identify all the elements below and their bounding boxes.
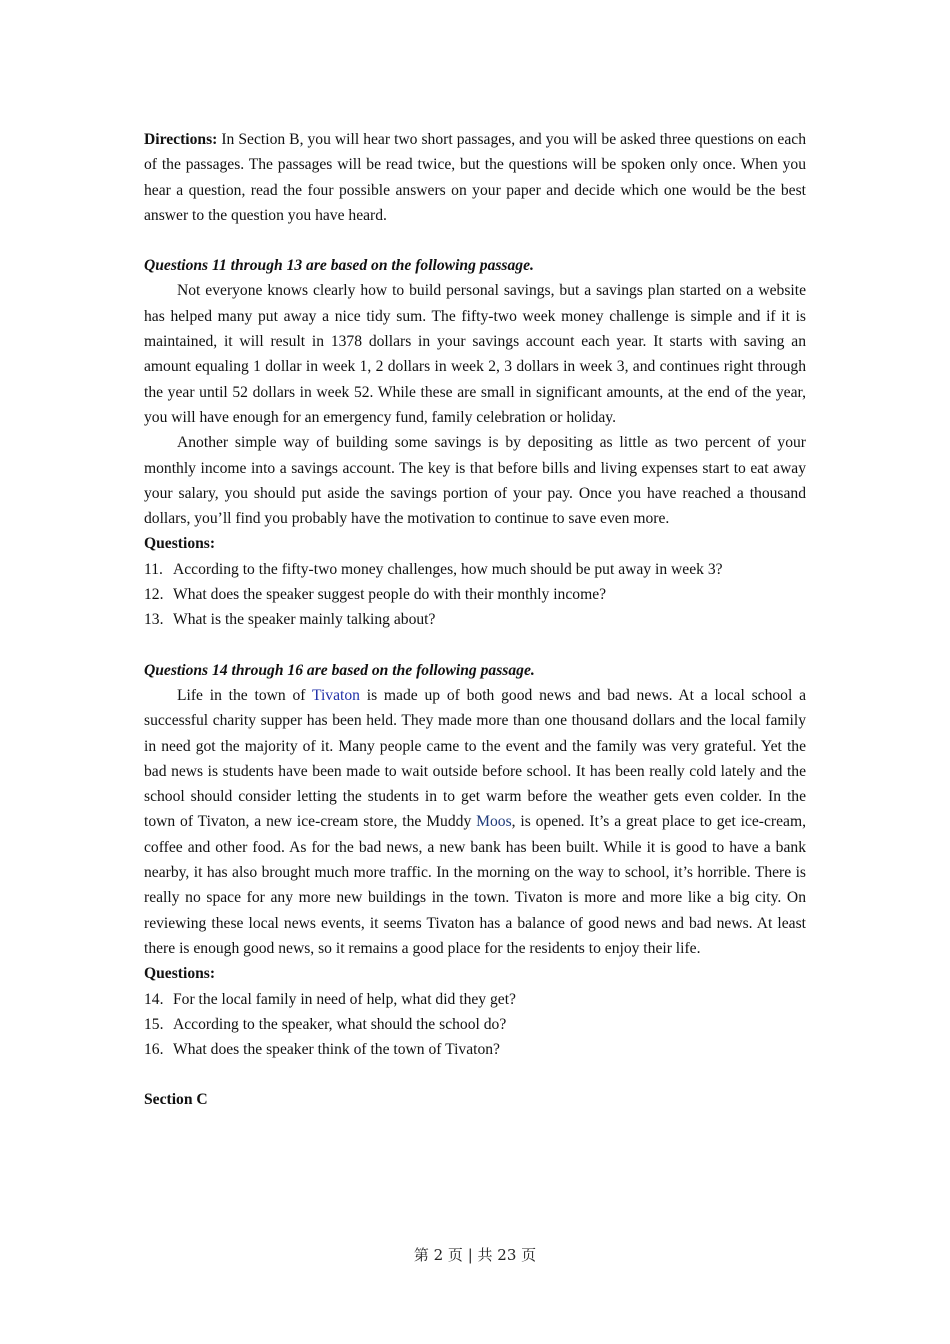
passage1-heading: Questions 11 through 13 are based on the following passage. bbox=[144, 257, 534, 275]
passage2-text-c: , is opened. It’s a great place to get ice-cream, coffee and other food. As for the bad news, a new bank has been built. While it is good to have a bank nearby, it has also brought much more traffic. In the morning on the way to school, it’s horrible. There is really no space for any more new buildings in the town. Tivaton is more and more like a big city. On reviewing these local news events, it seems Tivaton has a balance of good news and bad news. At least there is enough good news, so it remains a good place for the residents to enjoy their life. bbox=[144, 813, 806, 957]
passage1-questions-label: Questions: bbox=[144, 535, 216, 553]
question-number: 13. bbox=[144, 611, 164, 629]
question-text: What does the speaker think of the town of Tivaton? bbox=[173, 1041, 500, 1059]
passage1-paragraph-2: Another simple way of building some savings is by depositing as little as two percent of your monthly income into a savings account. The key is that before bills and living expenses start to eat away your salary, you should put aside the savings portion of your pay. Once you have reached a thousand dollars, you’ll find you probably have the motivation to continue to save even more. bbox=[144, 434, 806, 528]
spacer bbox=[144, 633, 806, 658]
document-page bbox=[144, 127, 806, 1113]
tivaton-link[interactable]: Tivaton bbox=[311, 686, 360, 704]
directions-text: In Section B, you will hear two short passages, and you will be asked three questions on each of the passages. The passages will be read twice, but the questions will be spoken only once. When you hear a question, read the four possible answers on your paper and decide which one would be the best answer to the question you have heard. bbox=[144, 131, 806, 224]
question-text: According to the speaker, what should the school do? bbox=[173, 1015, 507, 1033]
passage2-text-b: is made up of both good news and bad news. At a local school a successful charity supper has been held. They made more than one thousand dollars and the local family in need got the majority of it. Many people came to the event and the family was very grateful. Yet the bad news is students have been made to wait outside before school. It has been really cold lately and the school should consider letting the students in to get warm before the weather gets even colder. In the town of Tivaton, a new ice-cream store, the Muddy bbox=[144, 686, 806, 831]
spacer bbox=[144, 228, 806, 253]
section-c-heading: Section C bbox=[144, 1091, 208, 1109]
question-11 bbox=[144, 557, 806, 582]
passage2-text-a: Life in the town of bbox=[177, 686, 312, 704]
question-number: 15. bbox=[144, 1015, 164, 1033]
passage2-questions-label: Questions: bbox=[144, 965, 216, 983]
spacer bbox=[144, 1062, 806, 1087]
directions-label: Directions: bbox=[144, 131, 218, 148]
passage1-paragraph-1: Not everyone knows clearly how to build personal savings, but a savings plan started on a website has helped many put away a nice tidy sum. The fifty-two week money challenge is simple and if it is maintained, it will result in 1378 dollars in your savings account each year. It starts with saving an amount equaling 1 dollar in week 1, 2 dollars in week 2, 3 dollars in week 3, and continues right through the year until 52 dollars in week 52. While these are small in significant amounts, at the end of the year, you will have enough for an emergency fund, family celebration or holiday. bbox=[144, 282, 806, 426]
question-number: 16. bbox=[144, 1041, 164, 1059]
question-number: 14. bbox=[144, 990, 164, 1008]
question-13 bbox=[144, 607, 806, 632]
question-number: 12. bbox=[144, 586, 164, 604]
question-16 bbox=[144, 1037, 806, 1062]
question-12 bbox=[144, 582, 806, 607]
directions-paragraph bbox=[144, 127, 806, 228]
question-14 bbox=[144, 987, 806, 1012]
question-text: What does the speaker suggest people do with their monthly income? bbox=[173, 586, 607, 604]
question-number: 11. bbox=[144, 560, 163, 578]
question-text: What is the speaker mainly talking about? bbox=[173, 611, 436, 629]
question-text: For the local family in need of help, what did they get? bbox=[173, 990, 516, 1008]
question-text: According to the fifty-two money challenges, how much should be put away in week 3? bbox=[173, 560, 723, 578]
page-footer: 第 2 页 | 共 23 页 bbox=[413, 1246, 537, 1264]
passage2-paragraph bbox=[144, 683, 806, 961]
passage2-heading: Questions 14 through 16 are based on the following passage. bbox=[144, 661, 535, 679]
question-15 bbox=[144, 1012, 806, 1037]
moos-link[interactable]: Moos bbox=[476, 813, 512, 831]
